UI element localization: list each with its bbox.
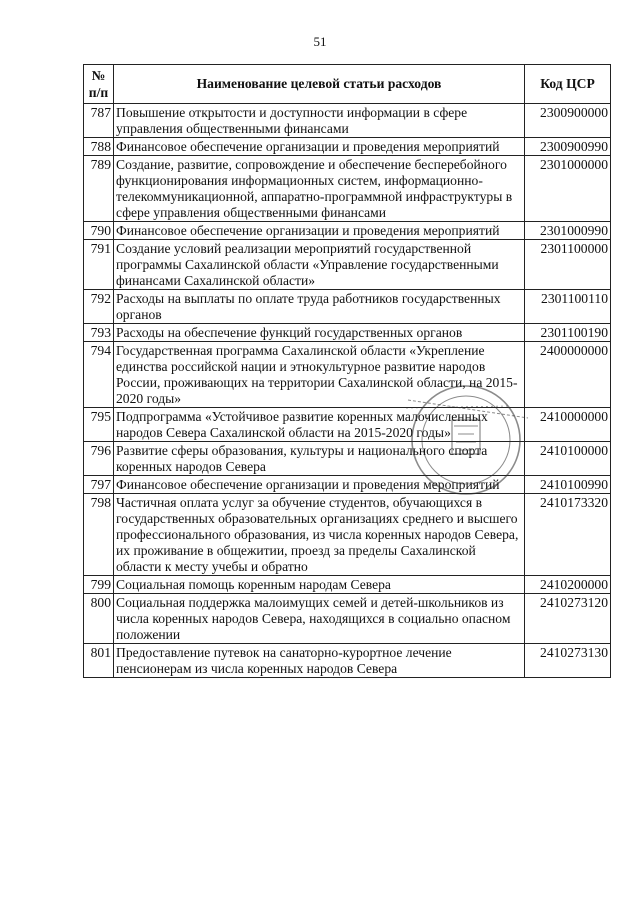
- row-code: 2301000000: [525, 156, 611, 222]
- table-row: [84, 138, 611, 156]
- table-row: [84, 104, 611, 138]
- row-name: Государственная программа Сахалинской области «Укрепление единства российской нации и этнокультурное развитие народов России, проживающих на территории Сахалинской области, на 2015-2020 годы»: [114, 342, 525, 408]
- row-name: Социальная поддержка малоимущих семей и детей-школьников из числа коренных народов Севера, находящихся в социально опасном положении: [114, 594, 525, 644]
- table-row: [84, 156, 611, 222]
- row-code: 2410273120: [525, 594, 611, 644]
- row-name: Финансовое обеспечение организации и проведения мероприятий: [114, 138, 525, 156]
- row-name: Развитие сферы образования, культуры и национального спорта коренных народов Севера: [114, 442, 525, 476]
- row-num: 794: [84, 342, 114, 408]
- table-row: [84, 476, 611, 494]
- row-num: 791: [84, 240, 114, 290]
- table-row: [84, 408, 611, 442]
- row-num: 798: [84, 494, 114, 576]
- row-code: 2300900000: [525, 104, 611, 138]
- table-row: [84, 644, 611, 678]
- table-row: [84, 342, 611, 408]
- budget-table: [83, 64, 611, 678]
- row-name: Создание условий реализации мероприятий государственной программы Сахалинской области «Управление государственными финансами Сахалинской области»: [114, 240, 525, 290]
- row-code: 2400000000: [525, 342, 611, 408]
- table-row: [84, 290, 611, 324]
- row-name: Подпрограмма «Устойчивое развитие коренных малочисленных народов Севера Сахалинской области на 2015-2020 годы»: [114, 408, 525, 442]
- row-name: Частичная оплата услуг за обучение студентов, обучающихся в государственных образовательных организациях среднего и высшего профессионального образования, из числа коренных народов Севера, их проживание в общежитии, проезд за пределы Сахалинской области к месту учебы и обратно: [114, 494, 525, 576]
- row-code: 2410200000: [525, 576, 611, 594]
- row-name: Социальная помощь коренным народам Севера: [114, 576, 525, 594]
- row-num: 792: [84, 290, 114, 324]
- row-num: 797: [84, 476, 114, 494]
- row-num: 787: [84, 104, 114, 138]
- table-row: [84, 594, 611, 644]
- page-number: 51: [313, 34, 327, 49]
- row-name: Расходы на выплаты по оплате труда работников государственных органов: [114, 290, 525, 324]
- table-row: [84, 222, 611, 240]
- row-code: 2410173320: [525, 494, 611, 576]
- table-row: [84, 324, 611, 342]
- row-code: 2410273130: [525, 644, 611, 678]
- table-row: [84, 240, 611, 290]
- row-num: 800: [84, 594, 114, 644]
- table-row: [84, 576, 611, 594]
- row-num: 799: [84, 576, 114, 594]
- row-num: 793: [84, 324, 114, 342]
- row-num: 801: [84, 644, 114, 678]
- header-num: № п/п: [84, 65, 114, 104]
- row-code: 2300900990: [525, 138, 611, 156]
- row-num: 788: [84, 138, 114, 156]
- row-code: 2301100110: [525, 290, 611, 324]
- row-code: 2410000000: [525, 408, 611, 442]
- header-name: Наименование целевой статьи расходов: [114, 65, 525, 104]
- row-name: Создание, развитие, сопровождение и обеспечение бесперебойного функционирования информационных систем, информационно-телекоммуникационной, аппаратно-программной инфраструктуры в сфере управления общественными финансами: [114, 156, 525, 222]
- row-name: Предоставление путевок на санаторно-курортное лечение пенсионерам из числа коренных народов Севера: [114, 644, 525, 678]
- row-code: 2301100190: [525, 324, 611, 342]
- row-name: Расходы на обеспечение функций государственных органов: [114, 324, 525, 342]
- row-num: 789: [84, 156, 114, 222]
- row-code: 2301000990: [525, 222, 611, 240]
- table-row: [84, 442, 611, 476]
- row-code: 2301100000: [525, 240, 611, 290]
- row-name: Финансовое обеспечение организации и проведения мероприятий: [114, 222, 525, 240]
- row-code: 2410100990: [525, 476, 611, 494]
- row-num: 795: [84, 408, 114, 442]
- table-header-row: [84, 65, 611, 104]
- row-name: Повышение открытости и доступности информации в сфере управления общественными финансами: [114, 104, 525, 138]
- row-code: 2410100000: [525, 442, 611, 476]
- row-num: 790: [84, 222, 114, 240]
- table-row: [84, 494, 611, 576]
- row-num: 796: [84, 442, 114, 476]
- header-code: Код ЦСР: [525, 65, 611, 104]
- row-name: Финансовое обеспечение организации и проведения мероприятий: [114, 476, 525, 494]
